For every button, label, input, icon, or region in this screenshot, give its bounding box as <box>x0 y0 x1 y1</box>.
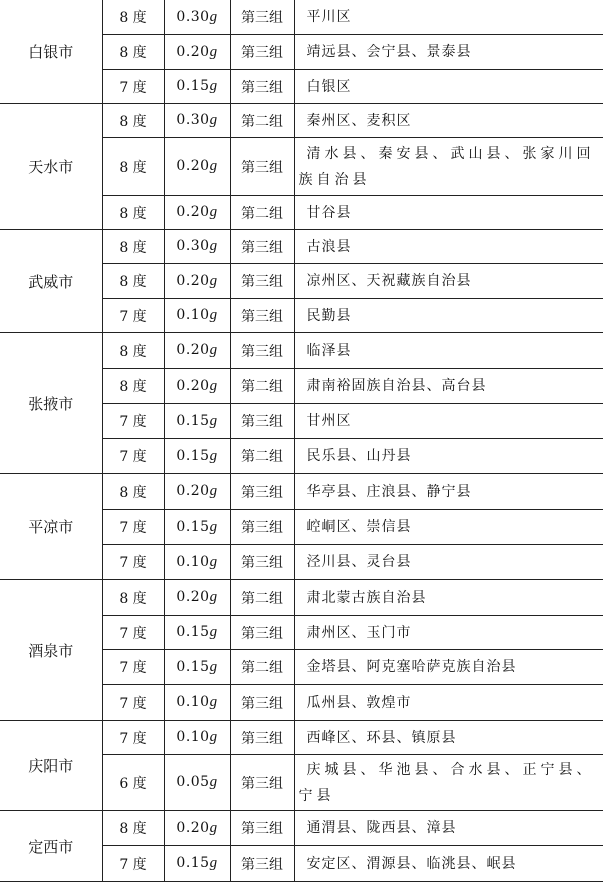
counties-cell: 肃南裕固族自治县、高台县 <box>294 369 603 404</box>
table-row <box>0 811 603 846</box>
intensity-cell: 8 度 <box>102 138 164 196</box>
counties-cell: 甘州区 <box>294 404 603 439</box>
intensity-cell: 8 度 <box>102 230 164 264</box>
intensity-cell: 8 度 <box>102 369 164 404</box>
counties-cell: 古浪县 <box>294 230 603 264</box>
table-row <box>0 721 603 755</box>
table-row <box>0 580 603 616</box>
intensity-cell: 8 度 <box>102 264 164 299</box>
counties-cell: 临泽县 <box>294 333 603 369</box>
group-cell: 第二组 <box>230 196 294 230</box>
city-cell: 天水市 <box>0 104 102 230</box>
group-cell: 第二组 <box>230 104 294 138</box>
intensity-cell: 8 度 <box>102 0 164 35</box>
group-cell: 第三组 <box>230 35 294 70</box>
counties-cell: 泾川县、灵台县 <box>294 545 603 580</box>
counties-cell: 秦州区、麦积区 <box>294 104 603 138</box>
acceleration-cell: 0.20g <box>164 580 230 616</box>
group-cell: 第三组 <box>230 404 294 439</box>
group-cell: 第三组 <box>230 70 294 104</box>
group-cell: 第三组 <box>230 333 294 369</box>
acceleration-cell: 0.15g <box>164 510 230 545</box>
acceleration-cell: 0.05g <box>164 755 230 811</box>
intensity-cell: 7 度 <box>102 439 164 474</box>
counties-cell: 白银区 <box>294 70 603 104</box>
group-cell: 第三组 <box>230 138 294 196</box>
intensity-cell: 7 度 <box>102 685 164 721</box>
group-cell: 第二组 <box>230 650 294 685</box>
acceleration-cell: 0.15g <box>164 846 230 882</box>
intensity-cell: 7 度 <box>102 404 164 439</box>
group-cell: 第三组 <box>230 230 294 264</box>
intensity-cell: 7 度 <box>102 650 164 685</box>
group-cell: 第三组 <box>230 616 294 650</box>
city-cell: 武威市 <box>0 230 102 333</box>
counties-cell: 庆城县、华池县、合水县、正宁县、宁县 <box>294 755 603 811</box>
counties-cell: 靖远县、会宁县、景泰县 <box>294 35 603 70</box>
table-row <box>0 0 603 35</box>
intensity-cell: 7 度 <box>102 299 164 333</box>
counties-cell: 西峰区、环县、镇原县 <box>294 721 603 755</box>
city-cell: 酒泉市 <box>0 580 102 721</box>
group-cell: 第三组 <box>230 299 294 333</box>
acceleration-cell: 0.15g <box>164 439 230 474</box>
group-cell: 第三组 <box>230 685 294 721</box>
acceleration-cell: 0.10g <box>164 721 230 755</box>
group-cell: 第二组 <box>230 439 294 474</box>
intensity-cell: 7 度 <box>102 616 164 650</box>
group-cell: 第三组 <box>230 811 294 846</box>
city-cell: 定西市 <box>0 811 102 882</box>
table-row <box>0 474 603 510</box>
acceleration-cell: 0.20g <box>164 333 230 369</box>
acceleration-cell: 0.30g <box>164 230 230 264</box>
table-row <box>0 333 603 369</box>
counties-cell: 甘谷县 <box>294 196 603 230</box>
group-cell: 第三组 <box>230 264 294 299</box>
group-cell: 第三组 <box>230 545 294 580</box>
intensity-cell: 8 度 <box>102 104 164 138</box>
counties-cell: 肃州区、玉门市 <box>294 616 603 650</box>
intensity-cell: 8 度 <box>102 333 164 369</box>
acceleration-cell: 0.20g <box>164 369 230 404</box>
counties-cell: 民乐县、山丹县 <box>294 439 603 474</box>
intensity-cell: 8 度 <box>102 580 164 616</box>
intensity-cell: 7 度 <box>102 545 164 580</box>
counties-cell: 金塔县、阿克塞哈萨克族自治县 <box>294 650 603 685</box>
counties-cell: 清水县、秦安县、武山县、张家川回族自治县 <box>294 138 603 196</box>
group-cell: 第二组 <box>230 369 294 404</box>
acceleration-cell: 0.30g <box>164 0 230 35</box>
counties-cell: 平川区 <box>294 0 603 35</box>
acceleration-cell: 0.10g <box>164 299 230 333</box>
acceleration-cell: 0.20g <box>164 35 230 70</box>
intensity-cell: 7 度 <box>102 510 164 545</box>
intensity-cell: 7 度 <box>102 721 164 755</box>
acceleration-cell: 0.20g <box>164 138 230 196</box>
counties-cell: 崆峒区、崇信县 <box>294 510 603 545</box>
acceleration-cell: 0.10g <box>164 545 230 580</box>
table-row <box>0 104 603 138</box>
city-cell: 庆阳市 <box>0 721 102 811</box>
acceleration-cell: 0.20g <box>164 196 230 230</box>
acceleration-cell: 0.15g <box>164 616 230 650</box>
acceleration-cell: 0.15g <box>164 404 230 439</box>
counties-cell: 民勤县 <box>294 299 603 333</box>
intensity-cell: 7 度 <box>102 70 164 104</box>
intensity-cell: 8 度 <box>102 35 164 70</box>
acceleration-cell: 0.20g <box>164 811 230 846</box>
acceleration-cell: 0.10g <box>164 685 230 721</box>
group-cell: 第三组 <box>230 474 294 510</box>
intensity-cell: 7 度 <box>102 846 164 882</box>
counties-cell: 凉州区、天祝藏族自治县 <box>294 264 603 299</box>
group-cell: 第三组 <box>230 846 294 882</box>
city-cell: 平凉市 <box>0 474 102 580</box>
group-cell: 第三组 <box>230 755 294 811</box>
group-cell: 第三组 <box>230 721 294 755</box>
city-cell: 张掖市 <box>0 333 102 474</box>
acceleration-cell: 0.15g <box>164 70 230 104</box>
counties-cell: 肃北蒙古族自治县 <box>294 580 603 616</box>
intensity-cell: 6 度 <box>102 755 164 811</box>
acceleration-cell: 0.20g <box>164 474 230 510</box>
counties-cell: 瓜州县、敦煌市 <box>294 685 603 721</box>
group-cell: 第三组 <box>230 510 294 545</box>
acceleration-cell: 0.30g <box>164 104 230 138</box>
acceleration-cell: 0.15g <box>164 650 230 685</box>
intensity-cell: 8 度 <box>102 474 164 510</box>
acceleration-cell: 0.20g <box>164 264 230 299</box>
counties-cell: 安定区、渭源县、临洮县、岷县 <box>294 846 603 882</box>
intensity-cell: 8 度 <box>102 196 164 230</box>
city-cell: 白银市 <box>0 0 102 104</box>
counties-cell: 华亭县、庄浪县、静宁县 <box>294 474 603 510</box>
group-cell: 第二组 <box>230 580 294 616</box>
table-row <box>0 230 603 264</box>
group-cell: 第三组 <box>230 0 294 35</box>
counties-cell: 通渭县、陇西县、漳县 <box>294 811 603 846</box>
intensity-cell: 8 度 <box>102 811 164 846</box>
